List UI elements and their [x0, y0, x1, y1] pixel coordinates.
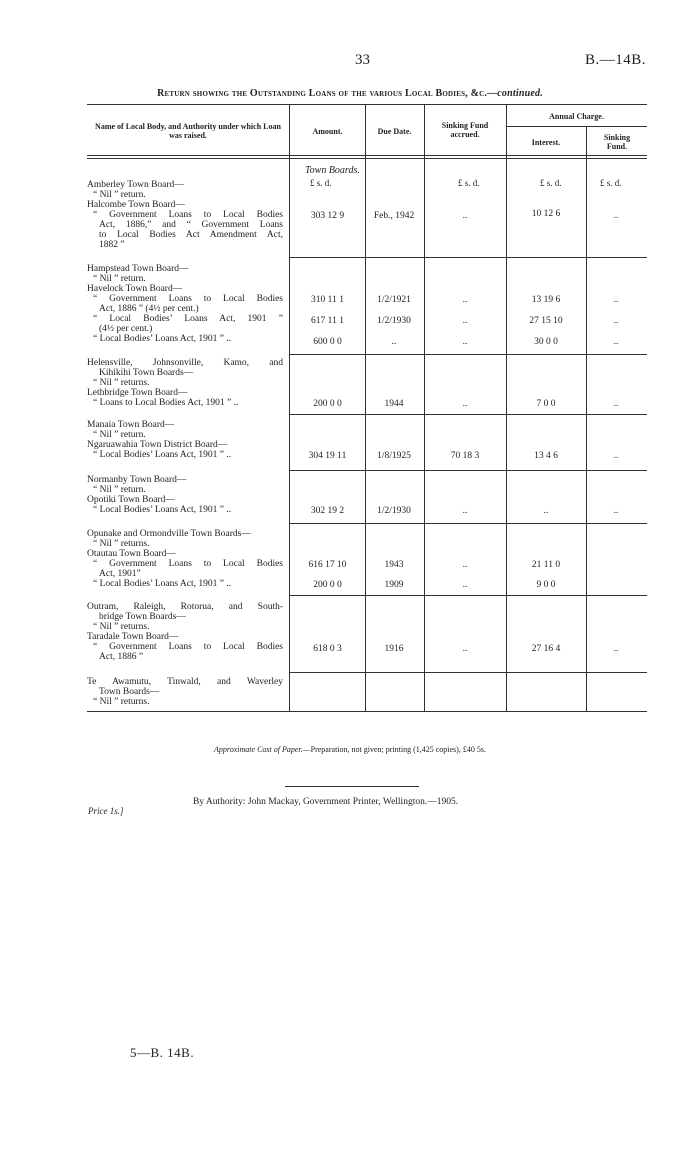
page-number: 33 — [355, 52, 370, 68]
list-item: Act, 1901” — [99, 569, 141, 579]
cost-note — [0, 745, 700, 754]
sinking-accrued-cell: .. — [462, 337, 468, 347]
interest-cell: 27 16 4 — [531, 644, 561, 654]
due-date-cell: .. — [391, 337, 397, 347]
title-continued: continued. — [497, 88, 543, 99]
list-item: (4½ per cent.) — [99, 324, 153, 334]
list-item: “ Government Loans to Local Bodies — [93, 294, 283, 304]
entries-group-5 — [87, 475, 283, 515]
amount-cell: 302 19 2 — [310, 506, 345, 516]
due-date-cell: 1944 — [384, 399, 404, 409]
sinking-fund-cell: .. — [613, 211, 619, 221]
due-date-cell: 1909 — [384, 580, 404, 590]
list-item: bridge Town Boards— — [99, 612, 186, 622]
list-item: Havelock Town Board— — [87, 284, 183, 294]
due-date-cell: 1/8/1925 — [377, 451, 411, 461]
document-reference: B.—14B. — [585, 52, 647, 68]
currency-amount: £ s. d. — [310, 178, 332, 188]
list-item: Amberley Town Board— — [87, 180, 184, 190]
list-item: Manaia Town Board— — [87, 420, 175, 430]
entries-group-1 — [87, 180, 283, 250]
due-date-cell: Feb., 1942 — [373, 211, 415, 221]
due-date-cell: 1/2/1930 — [377, 316, 411, 326]
list-item: “ Nil ” returns. — [93, 697, 150, 707]
list-item: “ Nil ” return. — [93, 430, 146, 440]
sinking-accrued-cell: .. — [462, 316, 468, 326]
title-text: Return showing the Outstanding Loans of the various Local Bodies, &c.— — [157, 88, 498, 99]
entries-group-8 — [87, 677, 283, 707]
col-header-annual-charge: Annual Charge. — [549, 112, 604, 121]
col-header-due-date: Due Date. — [377, 127, 412, 136]
list-item: “ Local Bodies’ Loans Act, 1901 ” .. — [93, 334, 232, 344]
sinking-fund-cell: .. — [613, 399, 619, 409]
interest-cell: .. — [543, 506, 549, 516]
list-item: “ Nil ” return. — [93, 485, 146, 495]
list-item: Taradale Town Board— — [87, 632, 179, 642]
list-item: Otautau Town Board— — [87, 549, 176, 559]
list-item: Halcombe Town Board— — [87, 200, 185, 210]
col-header-interest: Interest. — [531, 138, 561, 147]
due-date-cell: 1916 — [384, 644, 404, 654]
sinking-accrued-cell: .. — [462, 295, 468, 305]
list-item: Act, 1886 ” — [99, 652, 144, 662]
list-item: “ Local Bodies’ Loans Act, 1901 ” .. — [93, 579, 232, 589]
footer-rule — [285, 786, 419, 787]
entries-group-7 — [87, 602, 283, 662]
list-item: Helensville, Johnsonville, Kamo, and — [87, 358, 283, 368]
due-date-cell: 1/2/1921 — [377, 295, 411, 305]
list-item: Te Awamutu, Tinwald, and Waverley — [87, 677, 283, 687]
list-item: “ Loans to Local Bodies Act, 1901 ” .. — [93, 398, 239, 408]
interest-cell: 7 0 0 — [536, 399, 556, 409]
cost-text: —Preparation, not given; printing (1,425 copies), £40 5s. — [302, 745, 486, 754]
sinking-fund-cell: .. — [613, 451, 619, 461]
entries-group-3 — [87, 358, 283, 408]
list-item: Opotiki Town Board— — [87, 495, 175, 505]
amount-cell: 303 12 9 — [310, 211, 345, 221]
list-item: Opunake and Ormondville Town Boards— — [87, 529, 251, 539]
sinking-accrued-cell: .. — [462, 506, 468, 516]
currency-interest: £ s. d. — [540, 178, 562, 188]
sinking-accrued-cell: .. — [462, 399, 468, 409]
table-title — [0, 88, 700, 99]
amount-cell: 304 19 11 — [308, 451, 347, 461]
col-header-sinking-fund: Sinking Fund. — [603, 133, 631, 151]
sinking-accrued-cell: .. — [462, 211, 468, 221]
section-label: Town Boards. — [305, 165, 360, 176]
printer-authority: By Authority: John Mackay, Government Printer, Wellington.—1905. — [193, 797, 459, 807]
amount-cell: 600 0 0 — [313, 337, 342, 347]
list-item: “ Government Loans to Local Bodies — [93, 559, 283, 569]
entries-group-6 — [87, 529, 283, 589]
sinking-fund-cell: .. — [613, 337, 619, 347]
col-header-amount: Amount. — [312, 127, 343, 136]
list-item: Ngaruawahia Town District Board— — [87, 440, 228, 450]
entries-group-2 — [87, 264, 283, 344]
list-item: “ Local Bodies’ Loans Act, 1901 ” .. — [93, 450, 232, 460]
list-item: Lethbridge Town Board— — [87, 388, 188, 398]
list-item: Normanby Town Board— — [87, 475, 187, 485]
amount-cell: 200 0 0 — [313, 399, 342, 409]
interest-cell: 27 15 10 — [529, 316, 563, 326]
interest-cell: 13 4 6 — [534, 451, 558, 461]
list-item: Town Boards— — [99, 687, 160, 697]
interest-cell: 30 0 0 — [534, 337, 558, 347]
sinking-fund-cell: .. — [613, 295, 619, 305]
col-header-sinking-accrued: Sinking Fund accrued. — [441, 121, 489, 139]
interest-cell: 21 11 0 — [531, 560, 561, 570]
list-item: Kihikihi Town Boards— — [99, 368, 194, 378]
sinking-fund-cell: .. — [613, 316, 619, 326]
sinking-fund-cell: .. — [613, 644, 619, 654]
list-item: “ Local Bodies’ Loans Act, 1901 ” .. — [93, 505, 232, 515]
interest-cell: 9 0 0 — [536, 580, 556, 590]
signature-mark: 5—B. 14B. — [130, 1045, 195, 1060]
amount-cell: 616 17 10 — [308, 560, 347, 570]
col-header-name: Name of Local Body, and Authority under which Loan was raised. — [95, 122, 281, 140]
sinking-fund-cell: .. — [613, 506, 619, 516]
amount-cell: 618 0 3 — [313, 644, 342, 654]
interest-cell: 10 12 6 — [531, 209, 561, 219]
list-item: “ Nil ” returns. — [93, 622, 150, 632]
entries-group-4 — [87, 420, 283, 460]
amount-cell: 617 11 1 — [311, 316, 344, 326]
sinking-accrued-cell: 70 18 3 — [450, 451, 480, 461]
list-item: Outram, Raleigh, Rotorua, and South- — [87, 602, 283, 612]
list-item: “ Nil ” return. — [93, 190, 146, 200]
amount-cell: 200 0 0 — [313, 580, 342, 590]
sinking-accrued-cell: .. — [462, 580, 468, 590]
list-item: Hampstead Town Board— — [87, 264, 189, 274]
list-item: Act, 1886,” and “ Government Loans — [99, 220, 283, 230]
list-item: “ Government Loans to Local Bodies — [93, 642, 283, 652]
currency-sinking-accrued: £ s. d. — [458, 178, 480, 188]
list-item: “ Nil ” return. — [93, 274, 146, 284]
list-item: 1882 ” — [99, 240, 125, 250]
list-item: to Local Bodies Act Amendment Act, — [99, 230, 283, 240]
price: Price 1s.] — [88, 806, 124, 816]
amount-cell: 310 11 1 — [311, 295, 344, 305]
currency-sinking-fund: £ s. d. — [600, 178, 622, 188]
interest-cell: 13 19 6 — [531, 295, 561, 305]
list-item: “ Local Bodies’ Loans Act, 1901 ” — [93, 314, 283, 324]
due-date-cell: 1/2/1930 — [377, 506, 411, 516]
cost-label: Approximate Cost of Paper. — [214, 745, 303, 754]
sinking-accrued-cell: .. — [462, 644, 468, 654]
sinking-accrued-cell: .. — [462, 560, 468, 570]
due-date-cell: 1943 — [384, 560, 404, 570]
list-item: “ Nil ” returns. — [93, 378, 150, 388]
list-item: Act, 1886 ” (4½ per cent.) — [99, 304, 199, 314]
list-item: “ Government Loans to Local Bodies — [93, 210, 283, 220]
list-item: “ Nil ” returns. — [93, 539, 150, 549]
